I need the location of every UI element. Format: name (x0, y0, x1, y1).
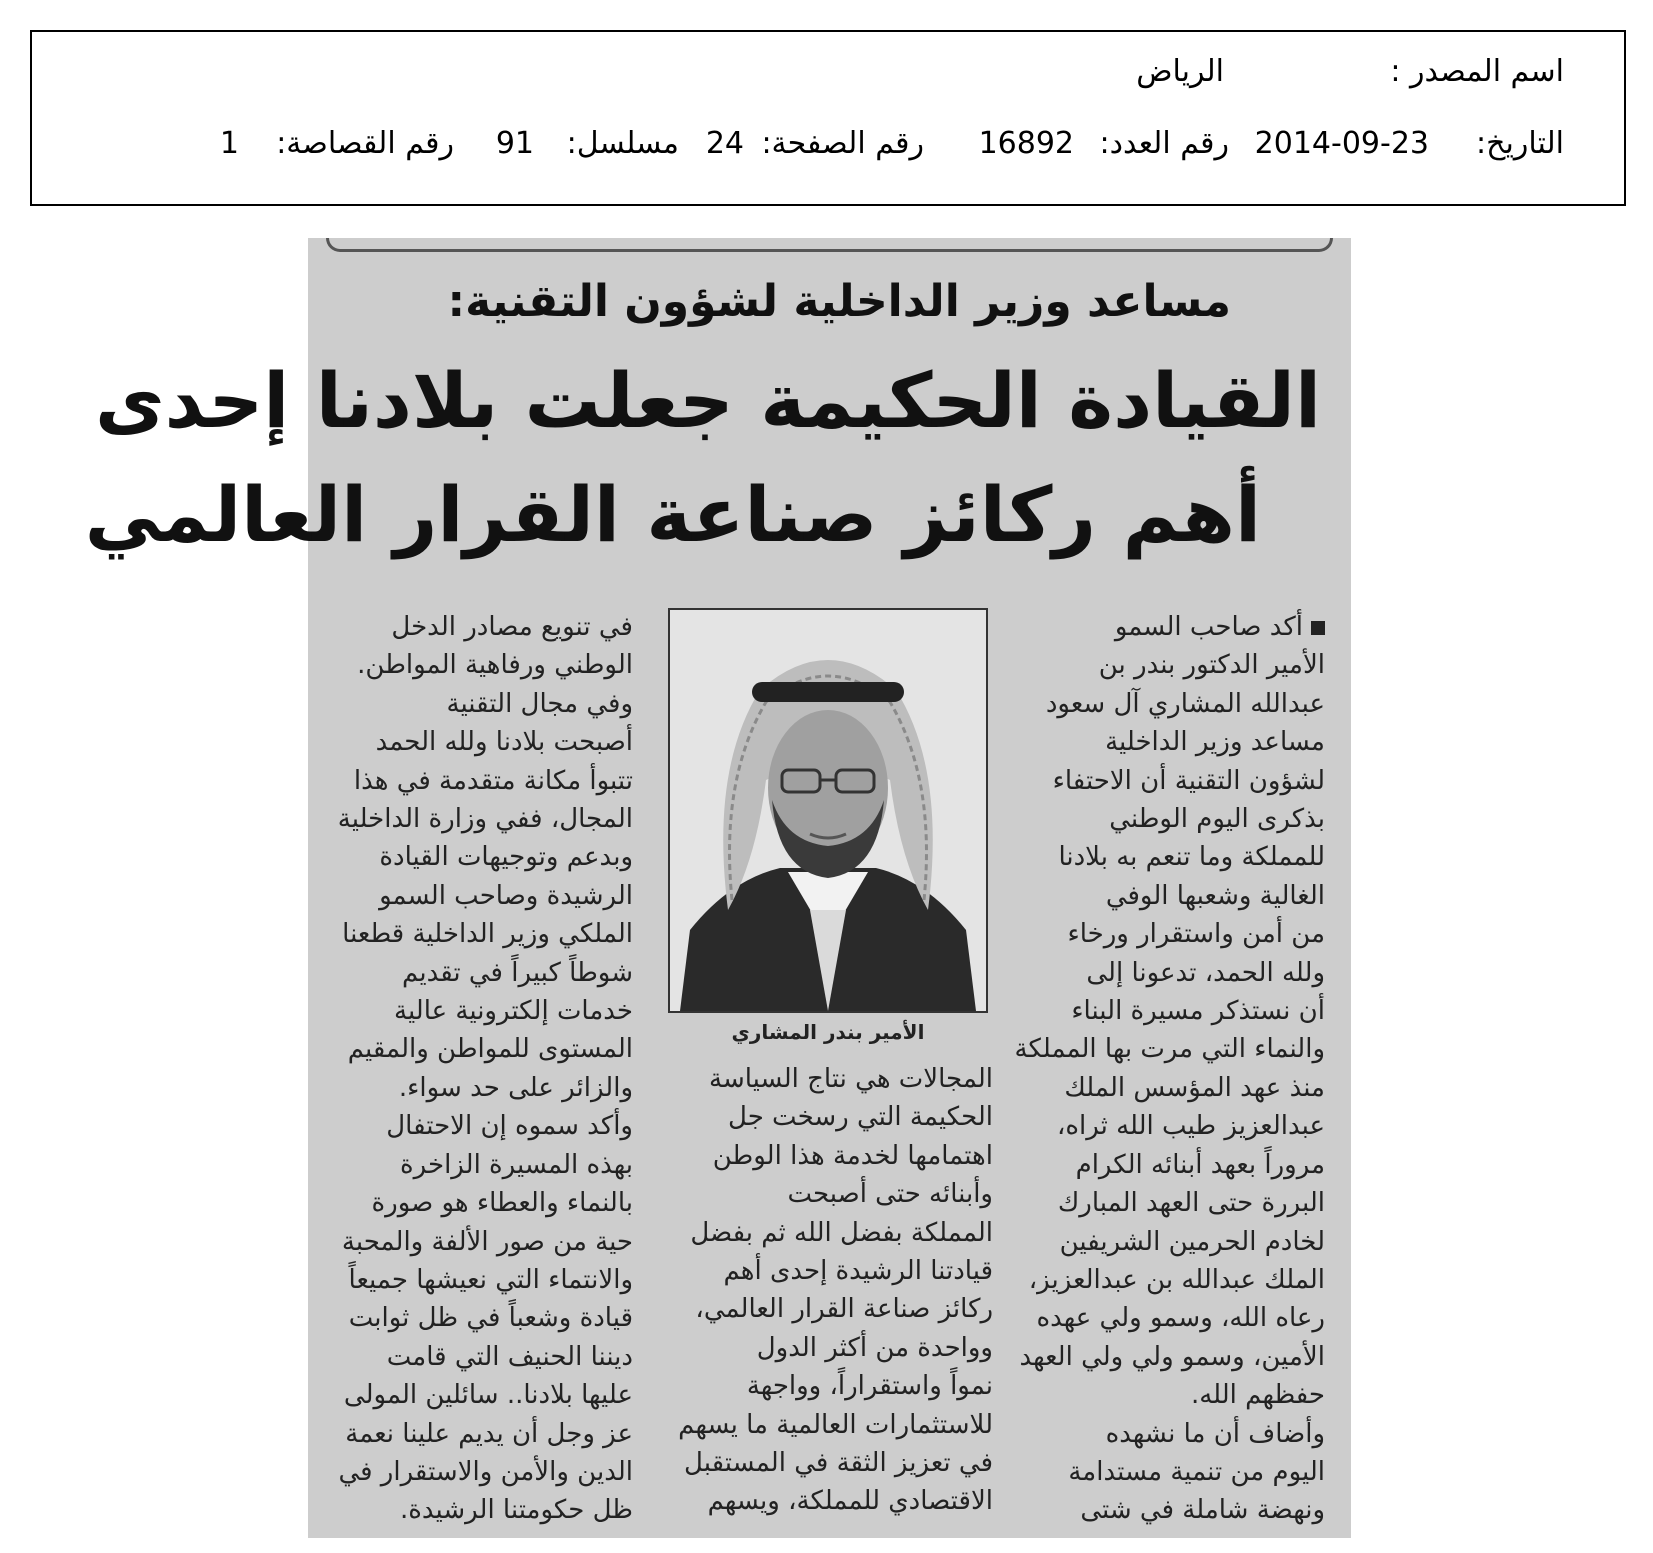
column-line: بالنماء والعطاء هو صورة (371, 1188, 633, 1219)
serial-label: مسلسل: (566, 126, 679, 161)
article-column-right (1007, 608, 1325, 1530)
column-line: اهتمامها لخدمة هذا الوطن (712, 1140, 993, 1171)
clip-number-value: 1 (219, 126, 239, 161)
column-line: اليوم من تنمية مستدامة (1068, 1456, 1325, 1487)
column-line: بهذه المسيرة الزاخرة (400, 1149, 633, 1180)
column-line: وأكد سموه إن الاحتفال (386, 1111, 633, 1142)
column-line: الملكي وزير الداخلية قطعنا (342, 919, 633, 950)
column-line: لخادم الحرمين الشريفين (1059, 1226, 1325, 1257)
column-line: الأمين، وسمو ولي ولي العهد (1019, 1341, 1325, 1372)
page-value: 24 (705, 126, 744, 161)
column-line: مروراً بعهد أبنائه الكرام (1075, 1149, 1325, 1180)
issue-label: رقم العدد: (1099, 126, 1229, 161)
column-line: عبدالعزيز طيب الله ثراه، (1057, 1111, 1325, 1142)
column-line: الدين والأمن والاستقرار في (338, 1456, 633, 1487)
column-line: قيادتنا الرشيدة إحدى أهم (723, 1256, 993, 1287)
column-line: الرشيدة وصاحب السمو (379, 880, 633, 911)
column-line: حفظهم الله. (1190, 1380, 1325, 1411)
column-line: للمملكة وما تنعم به بلادنا (1058, 842, 1325, 873)
column-line: أكد صاحب السمو (1007, 608, 1325, 646)
serial-value: 91 (495, 126, 534, 161)
column-line: وفي مجال التقنية (446, 688, 633, 719)
column-line: للاستثمارات العالمية ما يسهم (678, 1409, 993, 1440)
column-line: في تنويع مصادر الدخل (391, 612, 633, 642)
column-line: والانتماء التي نعيشها جميعاً (348, 1264, 633, 1295)
column-line: المملكة بفضل الله ثم بفضل (690, 1217, 993, 1248)
column-line: ونهضة شاملة في شتى (1080, 1495, 1325, 1526)
column-line: المجال، ففي وزارة الداخلية (337, 804, 633, 835)
headline-line-2: أهم ركائز صناعة القرار العالمي (84, 470, 1261, 559)
article-column-left (323, 608, 633, 1530)
column-line: والزائر على حد سواء. (398, 1072, 633, 1103)
column-line: في تعزيز الثقة في المستقبل (684, 1448, 993, 1479)
column-line: الحكيمة التي رسخت جل (728, 1102, 993, 1133)
column-line: الاقتصادي للمملكة، ويسهم (707, 1486, 993, 1517)
column-line: بذكرى اليوم الوطني (1109, 804, 1325, 835)
column-line: أن نستذكر مسيرة البناء (1071, 996, 1325, 1027)
column-line: نمواً واستقراراً، وواجهة (746, 1371, 993, 1402)
column-line: ركائز صناعة القرار العالمي، (695, 1294, 993, 1325)
column-line: وأبنائه حتى أصبحت (787, 1179, 993, 1210)
column-line: البررة حتى العهد المبارك (1057, 1188, 1325, 1219)
column-line: رعاه الله، وسمو ولي عهده (1036, 1303, 1325, 1334)
column-line: وواحدة من أكثر الدول (756, 1332, 993, 1363)
issue-value: 16892 (978, 126, 1074, 161)
column-line: الأمير الدكتور بندر بن (1098, 650, 1325, 681)
date-value: 2014-09-23 (1254, 126, 1429, 161)
column-line: شوطاً كبيراً في تقديم (402, 957, 633, 988)
column-line: مساعد وزير الداخلية (1105, 727, 1325, 758)
column-line: تتبوأ مكانة متقدمة في هذا (353, 765, 633, 796)
photo-caption: الأمير بندر المشاري (731, 1020, 925, 1044)
newspaper-clipping (84, 238, 1351, 1538)
column-line: حية من صور الألفة والمحبة (341, 1226, 633, 1257)
column-line: ديننا الحنيف التي قامت (386, 1341, 633, 1372)
portrait-photo (668, 608, 988, 1013)
source-value: الرياض (1136, 54, 1224, 89)
column-line: خدمات إلكترونية عالية (394, 996, 633, 1027)
column-line: المستوى للمواطن والمقيم (347, 1034, 633, 1065)
clipping-header (30, 30, 1626, 206)
column-line: عليها بلادنا.. سائلين المولى (343, 1380, 633, 1411)
column-line: وبدعم وتوجيهات القيادة (379, 842, 633, 873)
page-label: رقم الصفحة: (761, 126, 924, 161)
column-line: المجالات هي نتاج السياسة (709, 1064, 993, 1094)
column-line: الوطني ورفاهية المواطن. (357, 650, 633, 681)
headline-line-1: القيادة الحكيمة جعلت بلادنا إحدى (94, 356, 1321, 445)
column-line: والنماء التي مرت بها المملكة (1014, 1034, 1325, 1065)
column-line: ولله الحمد، تدعونا إلى (1086, 957, 1325, 988)
column-line: منذ عهد المؤسس الملك (1064, 1072, 1325, 1103)
column-line: عبدالله المشاري آل سعود (1045, 688, 1325, 719)
column-line: لشؤون التقنية أن الاحتفاء (1052, 765, 1325, 796)
column-line: ظل حكومتنا الرشيدة. (400, 1495, 633, 1526)
bullet-square-icon (1311, 621, 1325, 635)
column-line: عز وجل أن يديم علينا نعمة (345, 1418, 633, 1449)
date-label: التاريخ: (1476, 126, 1564, 161)
column-line: الغالية وشعبها الوفي (1105, 880, 1325, 911)
article-kicker: مساعد وزير الداخلية لشؤون التقنية: (447, 276, 1231, 327)
clip-number-label: رقم القصاصة: (276, 126, 454, 161)
clipping-top-border (326, 238, 1333, 252)
column-line: أصبحت بلادنا ولله الحمد (375, 727, 633, 758)
article-column-middle (675, 1060, 993, 1521)
column-line: الملك عبدالله بن عبدالعزيز، (1028, 1264, 1325, 1295)
portrait-image (670, 610, 986, 1011)
column-line: وأضاف أن ما نشهده (1105, 1418, 1325, 1449)
source-label: اسم المصدر : (1390, 54, 1564, 89)
column-line: قيادة وشعباً في ظل ثوابت (348, 1303, 633, 1334)
column-line: من أمن واستقرار ورخاء (1067, 919, 1325, 950)
